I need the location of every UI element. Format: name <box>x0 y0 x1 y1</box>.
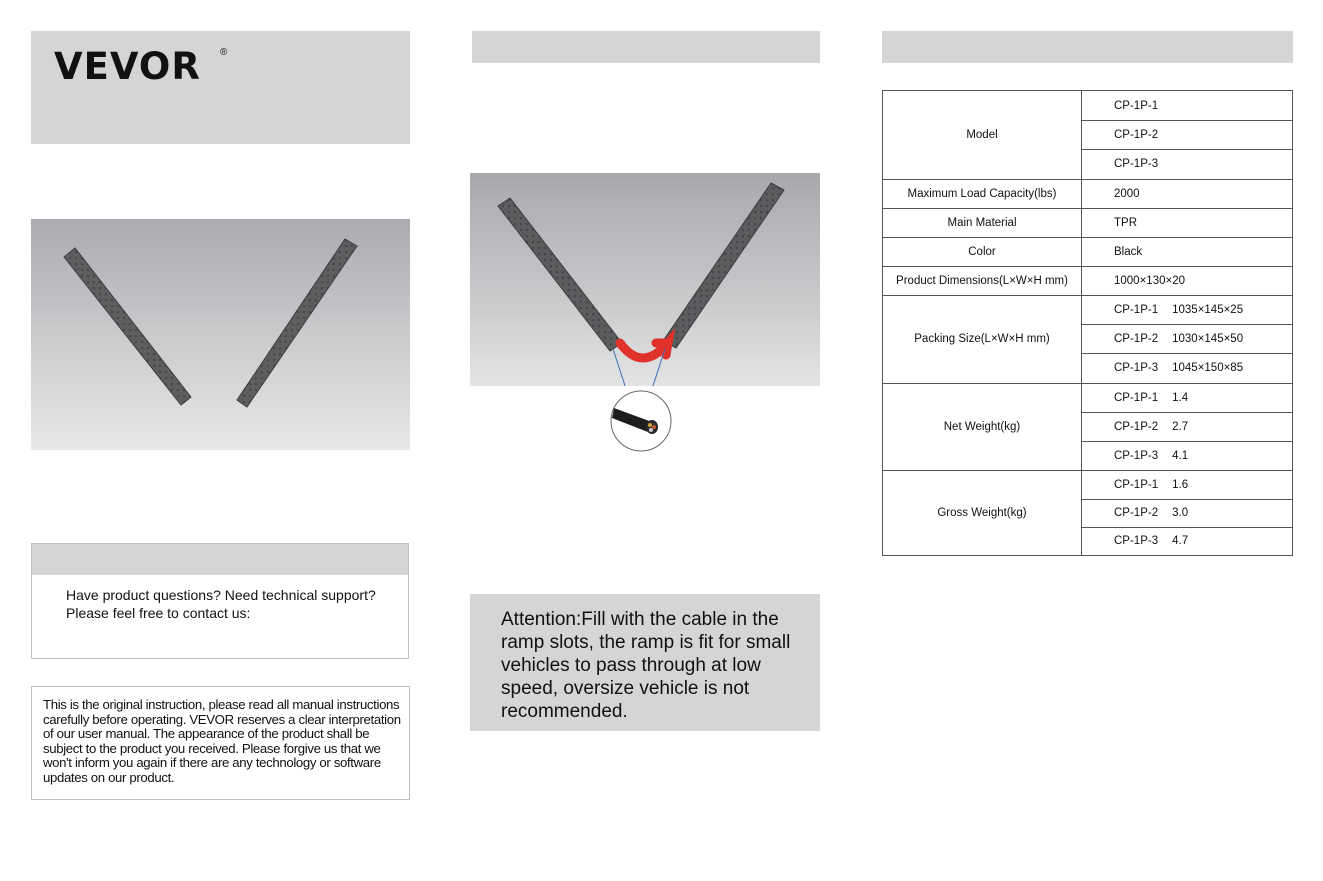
spec-value-model-1: CP-1P-1 <box>1114 99 1159 112</box>
registered-mark: ® <box>220 47 228 58</box>
spec-value-net-1: CP-1P-1 1.4 <box>1114 391 1189 404</box>
spec-label-material: Main Material <box>883 208 1082 237</box>
spec-value-gross-1: CP-1P-1 1.6 <box>1114 478 1189 491</box>
contact-header-bar <box>32 544 408 575</box>
ramp-installation-illustration <box>470 173 820 386</box>
spec-label-gross-weight: Gross Weight(kg) <box>883 470 1082 555</box>
cable-ramps-illustration <box>31 219 410 450</box>
spec-label-load: Maximum Load Capacity(lbs) <box>883 179 1082 208</box>
specs-header-bar <box>882 31 1293 63</box>
spec-value-packing-2: CP-1P-2 1030×145×50 <box>1114 332 1244 345</box>
spec-value-net-3: CP-1P-3 4.1 <box>1114 449 1189 462</box>
contact-support-box <box>31 543 409 659</box>
spec-value-gross-2: CP-1P-2 3.0 <box>1114 507 1189 519</box>
disclaimer-text: This is the original instruction, please read all manual instructions carefully before operating. VEVOR reserves a clear interpretation of our user manual. The appearance of the product shall be subject to the product you received. Please forgive us that we won't inform you again if there are any technology or software updates on our product. <box>43 697 401 785</box>
spec-label-color: Color <box>883 237 1082 266</box>
brand-logo: VEVOR <box>54 45 201 88</box>
spec-value-packing-3: CP-1P-3 1045×150×85 <box>1114 362 1244 374</box>
spec-value-gross-3: CP-1P-3 4.7 <box>1114 535 1189 547</box>
spec-label-model: Model <box>883 91 1082 179</box>
contact-text <box>66 586 396 622</box>
spec-label-dimensions: Product Dimensions(L×W×H mm) <box>883 266 1082 295</box>
spec-value-dimensions: 1000×130×20 <box>1114 274 1185 287</box>
spec-value-net-2: CP-1P-2 2.7 <box>1114 420 1189 433</box>
join-arrow <box>620 343 668 358</box>
spec-value-packing-1: CP-1P-1 1035×145×25 <box>1114 303 1244 316</box>
specifications-table <box>882 90 1293 556</box>
spec-value-material: TPR <box>1114 216 1137 229</box>
spec-value-model-2: CP-1P-2 <box>1114 128 1159 141</box>
spec-label-packing: Packing Size(L×W×H mm) <box>883 295 1082 383</box>
spec-value-color: Black <box>1114 245 1143 258</box>
support-question: Have product questions? Need technical support? <box>66 587 376 603</box>
contact-prompt: Please feel free to contact us: <box>66 605 251 621</box>
disclaimer-box <box>31 686 410 800</box>
spec-label-net-weight: Net Weight(kg) <box>883 383 1082 470</box>
attention-box <box>470 594 820 731</box>
cable-cross-section-icon <box>608 390 674 452</box>
section-header-bar <box>472 31 820 63</box>
product-photo-ramps <box>31 219 410 450</box>
installation-photo <box>470 173 820 386</box>
spec-value-model-3: CP-1P-3 <box>1114 158 1159 170</box>
spec-value-load: 2000 <box>1114 187 1140 200</box>
logo-panel <box>31 31 410 144</box>
attention-text: Attention:Fill with the cable in the ramp slots, the ramp is fit for small vehicles to pass through at low speed, oversize vehicle is not recommended. <box>501 609 791 722</box>
